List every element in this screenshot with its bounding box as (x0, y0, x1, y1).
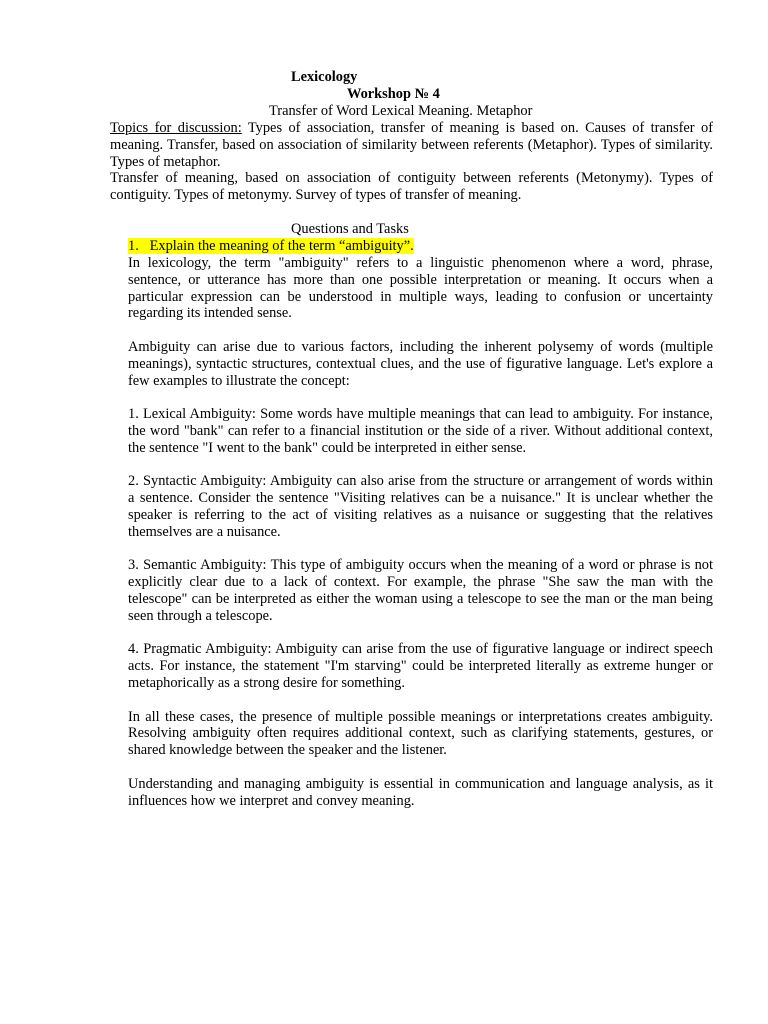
answer-paragraph: Ambiguity can arise due to various factors, including the inherent polysemy of words (multiple meanings), syntactic structures, contextual clues, and the use of figurative language. Let's explore a few examples to illustrate the concept: (128, 338, 713, 389)
topics-text-1: Types of association, transfer of meaning is based on. Causes of transfer of meaning. Transfer, based on association of similarity between referents (Metaphor). Types of similarity. Types of metaphor. (110, 120, 713, 170)
topics-section (110, 120, 713, 204)
workshop-title: Workshop № 4 (347, 86, 440, 102)
questions-heading: Questions and Tasks (291, 221, 409, 237)
workshop-theme: Transfer of Word Lexical Meaning. Metaphor (269, 103, 533, 119)
answer-body (128, 255, 713, 809)
topics-text-2: Transfer of meaning, based on association of contiguity between referents (Metonymy). Types of contiguity. Types of metonymy. Survey of types of transfer of meaning. (110, 170, 713, 204)
answer-paragraph: 2. Syntactic Ambiguity: Ambiguity can also arise from the structure or arrangement of words within a sentence. Consider the sentence "Visiting relatives can be a nuisance." It is unclear whether the speaker is referring to the act of visiting relatives as a nuisance or suggesting that the relatives themselves are a nuisance. (128, 473, 713, 540)
answer-paragraph: 3. Semantic Ambiguity: This type of ambiguity occurs when the meaning of a word or phrase is not explicitly clear due to a lack of context. For example, the phrase "She saw the man with the telescope" can be interpreted as either the woman using a telescope to see the man or the man being seen through a telescope. (128, 557, 713, 624)
question-1 (128, 238, 414, 255)
answer-paragraph: Understanding and managing ambiguity is essential in communication and language analysis, as it influences how we interpret and convey meaning. (128, 775, 713, 809)
answer-paragraph: 1. Lexical Ambiguity: Some words have multiple meanings that can lead to ambiguity. For instance, the word "bank" can refer to a financial institution or the side of a river. Without additional context, the sentence "I went to the bank" could be interpreted in either sense. (128, 406, 713, 456)
answer-paragraph: In all these cases, the presence of multiple possible meanings or interpretations creates ambiguity. Resolving ambiguity often requires additional context, such as clarifying statements, gestures, or shared knowledge between the speaker and the listener. (128, 708, 713, 759)
question-1-text: Explain the meaning of the term “ambiguity”. (149, 238, 414, 254)
question-1-number: 1. (128, 238, 139, 254)
answer-paragraph: 4. Pragmatic Ambiguity: Ambiguity can arise from the use of figurative language or indirect speech acts. For instance, the statement "I'm starving" could be interpreted literally as extreme hunger or metaphorically as a strong desire for something. (128, 641, 713, 691)
topics-paragraph (110, 120, 713, 170)
question-1-highlight (128, 238, 414, 254)
course-title: Lexicology (291, 69, 358, 85)
topics-label: Topics for discussion: (110, 120, 242, 136)
answer-paragraph: In lexicology, the term "ambiguity" refers to a linguistic phenomenon where a word, phrase, sentence, or utterance has more than one possible interpretation or meaning. It occurs when a particular expression can be understood in multiple ways, leading to confusion or uncertainty regarding its intended sense. (128, 255, 713, 322)
